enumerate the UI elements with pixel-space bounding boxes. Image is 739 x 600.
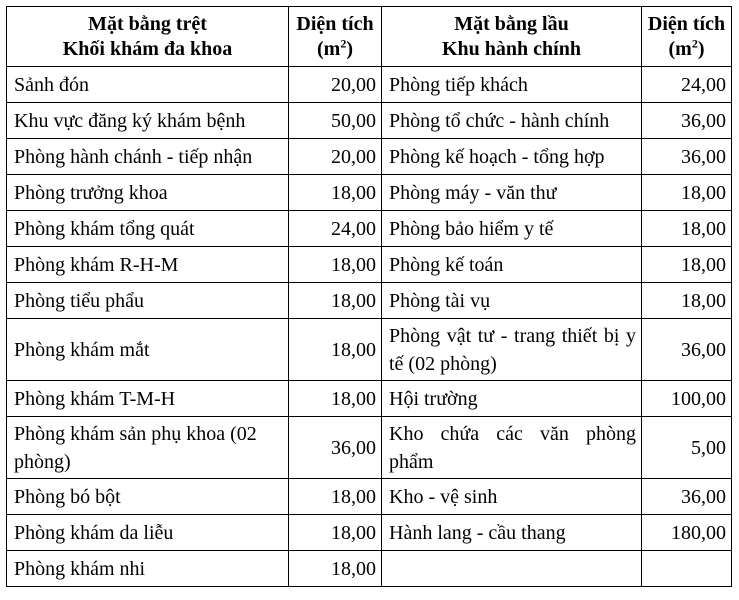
- right-room-area: 5,00: [642, 417, 732, 479]
- right-room-area: 100,00: [642, 381, 732, 417]
- table-row: [7, 175, 732, 211]
- left-section-header: [7, 7, 289, 67]
- right-room-area: 18,00: [642, 283, 732, 319]
- left-area-unit: $(m^2)$: [317, 35, 353, 60]
- right-section-header: [382, 7, 642, 67]
- table-row: [7, 247, 732, 283]
- right-room-name: Phòng tiếp khách: [382, 67, 642, 103]
- left-room-name: Phòng bó bột: [7, 479, 289, 515]
- table-row: [7, 479, 732, 515]
- right-room-name: Phòng bảo hiểm y tế: [382, 211, 642, 247]
- right-room-name: Phòng tổ chức - hành chính: [382, 103, 642, 139]
- left-room-area: 18,00: [289, 247, 382, 283]
- right-room-area: 36,00: [642, 103, 732, 139]
- left-room-name: Phòng khám T-M-H: [7, 381, 289, 417]
- left-room-area: 18,00: [289, 551, 382, 587]
- right-title-line2: Khu hành chính: [442, 37, 581, 60]
- left-room-name: Phòng hành chánh - tiếp nhận: [7, 139, 289, 175]
- right-room-name: Phòng vật tư - trang thiết bị y tế (02 phòng): [382, 319, 642, 381]
- left-title-line1: Mặt bằng trệt: [88, 12, 207, 35]
- left-room-name: Phòng khám R-H-M: [7, 247, 289, 283]
- right-room-name: Phòng kế toán: [382, 247, 642, 283]
- left-room-name: Phòng khám mắt: [7, 319, 289, 381]
- table-row: [7, 319, 732, 381]
- left-room-area: 24,00: [289, 211, 382, 247]
- left-room-area: 18,00: [289, 381, 382, 417]
- right-room-area: [642, 551, 732, 587]
- right-room-area: 18,00: [642, 211, 732, 247]
- left-room-name: Khu vực đăng ký khám bệnh: [7, 103, 289, 139]
- table-row: [7, 515, 732, 551]
- right-room-area: 18,00: [642, 175, 732, 211]
- right-room-name: Phòng tài vụ: [382, 283, 642, 319]
- left-room-name: Phòng khám nhi: [7, 551, 289, 587]
- right-room-area: 24,00: [642, 67, 732, 103]
- right-room-area: 180,00: [642, 515, 732, 551]
- table-row: [7, 283, 732, 319]
- table-row: [7, 211, 732, 247]
- right-room-area: 36,00: [642, 139, 732, 175]
- left-room-area: 18,00: [289, 319, 382, 381]
- left-room-name: Phòng khám sản phụ khoa (02 phòng): [7, 417, 289, 479]
- table-row: [7, 381, 732, 417]
- left-room-area: 18,00: [289, 515, 382, 551]
- left-room-name: Phòng tiểu phẩu: [7, 283, 289, 319]
- table-row: [7, 139, 732, 175]
- left-room-area: 20,00: [289, 139, 382, 175]
- right-area-label: Diện tích: [647, 12, 726, 35]
- right-room-area: 36,00: [642, 479, 732, 515]
- left-room-name: Phòng khám da liễu: [7, 515, 289, 551]
- table-row: [7, 417, 732, 479]
- left-area-header: [289, 7, 382, 67]
- left-room-name: Sảnh đón: [7, 67, 289, 103]
- left-room-area: 50,00: [289, 103, 382, 139]
- right-room-name: Kho chứa các văn phòng phẩm: [382, 417, 642, 479]
- left-room-area: 36,00: [289, 417, 382, 479]
- right-title-line1: Mặt bằng lầu: [454, 12, 569, 35]
- header-row: [7, 7, 732, 67]
- right-room-name: [382, 551, 642, 587]
- left-room-area: 18,00: [289, 175, 382, 211]
- table-row: [7, 103, 732, 139]
- right-room-name: Phòng máy - văn thư: [382, 175, 642, 211]
- right-room-name: Hành lang - cầu thang: [382, 515, 642, 551]
- table-row: [7, 551, 732, 587]
- right-area-unit: $(m^2)$: [668, 35, 705, 60]
- left-room-name: Phòng trưởng khoa: [7, 175, 289, 211]
- left-room-area: 20,00: [289, 67, 382, 103]
- right-room-name: Phòng kế hoạch - tổng hợp: [382, 139, 642, 175]
- left-room-area: 18,00: [289, 283, 382, 319]
- area-table: [6, 6, 732, 587]
- left-title-line2: Khối khám đa khoa: [62, 37, 233, 60]
- right-room-area: 18,00: [642, 247, 732, 283]
- table-row: [7, 67, 732, 103]
- right-room-name: Hội trường: [382, 381, 642, 417]
- left-area-label: Diện tích: [296, 12, 374, 35]
- right-room-area: 36,00: [642, 319, 732, 381]
- left-room-name: Phòng khám tổng quát: [7, 211, 289, 247]
- right-room-name: Kho - vệ sinh: [382, 479, 642, 515]
- right-area-header: [642, 7, 732, 67]
- left-room-area: 18,00: [289, 479, 382, 515]
